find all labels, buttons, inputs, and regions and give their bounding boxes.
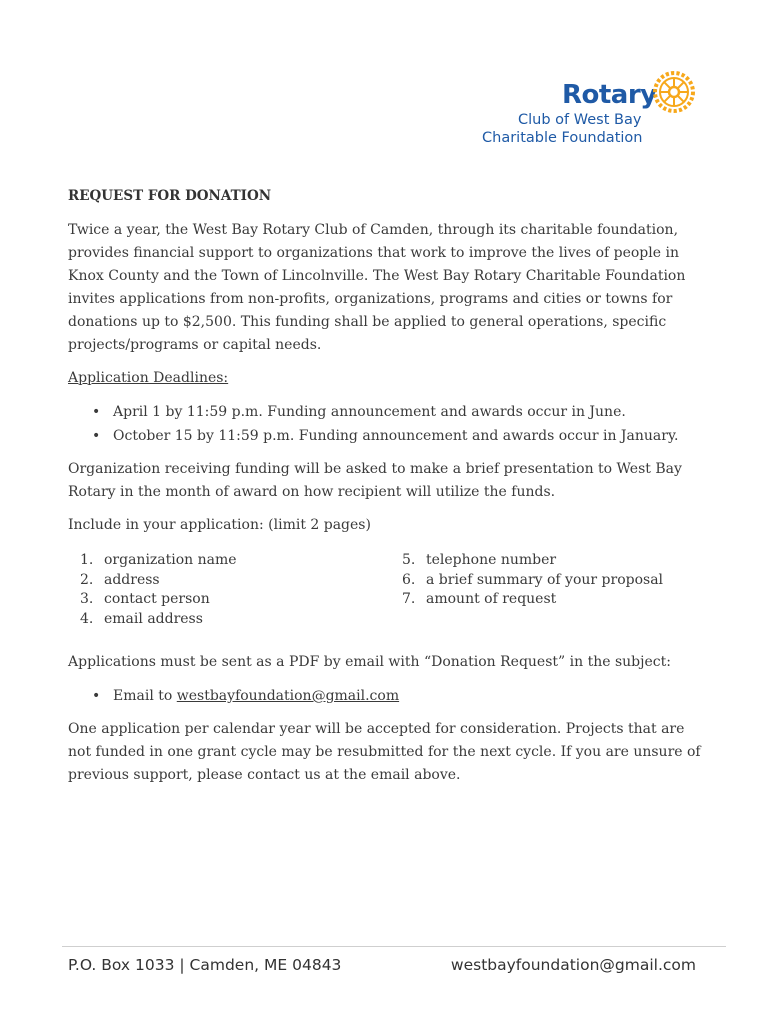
logo-club-name: Club of West Bay [518, 112, 642, 128]
requirements-list [68, 551, 708, 629]
intro-paragraph: Twice a year, the West Bay Rotary Club of Camden, through its charitable foundation, provides financial support to organizations that work to improve the lives of people in Knox County and the Town of Lincolnville. The West Bay Rotary Charitable Foundation invites applications from non-profits, organizations, programs and cities or towns for donations up to $2,500. This funding shall be applied to general operations, specific projects/programs or capital needs. [68, 222, 686, 353]
presentation-paragraph: Organization receiving funding will be asked to make a brief presentation to West Bay Rotary in the month of award on how recipient will utilize the funds. [68, 461, 682, 500]
requirements-column-right [402, 551, 663, 629]
deadline-item: • April 1 by 11:59 p.m. Funding announcement and awards occur in June. [113, 400, 708, 424]
include-intro: Include in your application: (limit 2 pages) [68, 517, 371, 533]
send-instructions: Applications must be sent as a PDF by email with “Donation Request” in the subject: [68, 654, 671, 670]
footer-divider [62, 946, 726, 947]
requirement-item: 5. telephone number [402, 552, 557, 568]
logo-foundation-name: Charitable Foundation [482, 130, 643, 146]
requirement-item: 1. organization name [80, 552, 237, 568]
deadline-item: • October 15 by 11:59 p.m. Funding announcement and awards occur in January. [113, 424, 708, 448]
document-heading: REQUEST FOR DONATION [68, 188, 272, 204]
email-item: • Email to westbayfoundation@gmail.com [113, 684, 708, 708]
deadlines-list [68, 400, 708, 448]
closing-paragraph: One application per calendar year will be accepted for consideration. Projects that are not funded in one grant cycle may be resubmitted for the next cycle. If you are unsure of previous support, please contact us at the email above. [68, 721, 701, 783]
requirement-item: 3. contact person [80, 591, 210, 607]
logo-wordmark: Rotary [562, 80, 657, 110]
footer-email: westbayfoundation@gmail.com [450, 956, 696, 974]
deadlines-title: Application Deadlines: [68, 370, 229, 386]
rotary-wheel-icon [650, 68, 698, 116]
requirements-column-left [68, 551, 402, 629]
footer-address: P.O. Box 1033 | Camden, ME 04843 [68, 956, 342, 974]
requirement-item: 4. email address [80, 610, 203, 627]
requirement-item: 6. a brief summary of your proposal [402, 571, 664, 588]
requirement-item: 7. amount of request [402, 591, 557, 607]
email-list [68, 684, 708, 708]
requirement-item: 2. address [80, 571, 160, 588]
rotary-logo [482, 66, 704, 150]
document-body [68, 185, 708, 797]
email-link[interactable]: westbayfoundation@gmail.com [176, 688, 400, 704]
